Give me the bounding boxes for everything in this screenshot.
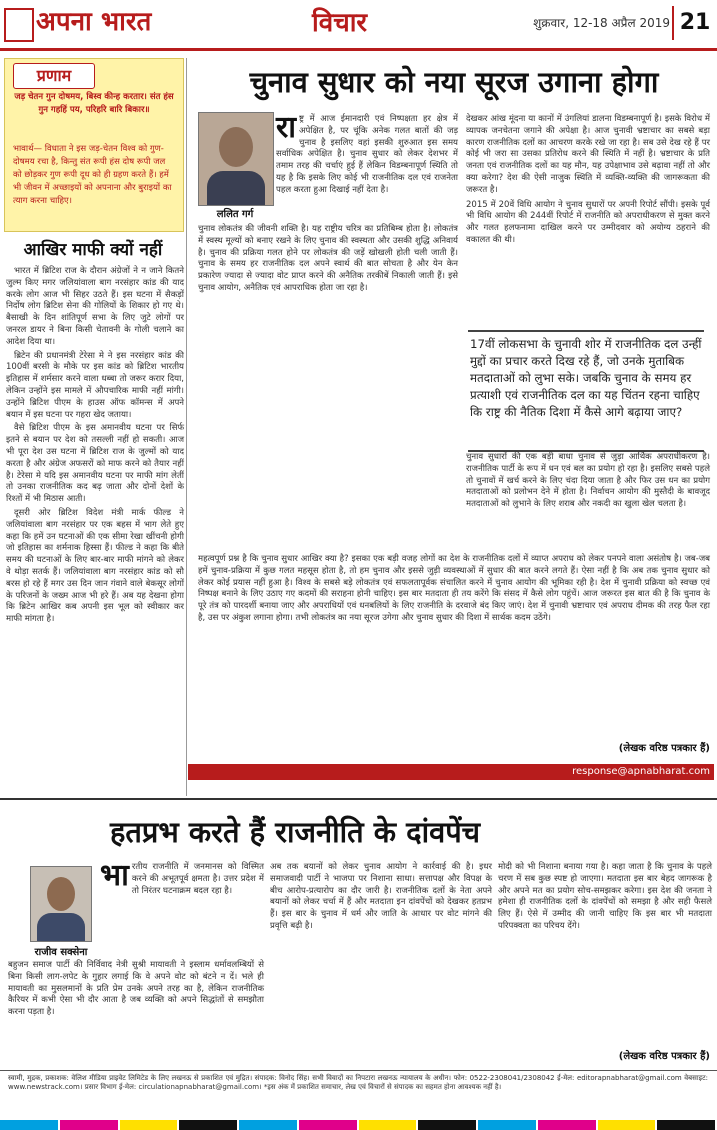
main-article-dropcap: रा: [276, 110, 297, 145]
author-body-shape: [37, 913, 85, 941]
main-article-headline: चुनाव सुधार को नया सूरज उगाना होगा: [249, 65, 659, 99]
second-article-dropcap: भा: [100, 858, 129, 893]
main-article-col3: [198, 554, 710, 628]
main-article-signoff: (लेखक वरिष्ठ पत्रकार हैं): [618, 743, 710, 754]
left-article-paragraph: वैसे ब्रिटिश पीएम के इस अमानवीय घटना पर सिर्फ इतने से बयान पर देश को तसल्ली नहीं हो सकती। आज भी पूरा देश उस घटना में ब्रिटिश राज के जुल्मों को याद करता है और अंग्रेज अफसरों को माफ करने को तैयार नहीं है। टेरेसा मे यदि इस अमानवीय घटना पर माफी मांग लेतीं तो उनका राजनीतिक कद बढ़ जाता और दोनों देशों के रिश्तों में भी मिठास आती।: [6, 423, 184, 505]
main-article-paragraph: चुनाव लोकतंत्र की जीवनी शक्ति है। यह राष्ट्रीय चरित्र का प्रतिबिम्ब होता है। लोकतंत्र में स्वस्थ मूल्यों को बनाए रखने के लिए चुनाव की स्वस्थता और उसकी शुद्धि अनिवार्य है। चुनाव की प्रक्रिया गलत होने पर लोकतंत्र की जड़ें खोखली होती चली जाती हैं। चुनाव के समय हर राजनीतिक दल अपने स्वार्थ की बात सोचता है और येन केन प्रकारेण ज्यादा से ज्यादा वोट प्राप्त करने की अनैतिक तरकीबें निकाली जाती हैं। इसे चुनाव आयोग, अनैतिक एवं आपराधिक होता जा रहा है।: [198, 224, 458, 293]
section-title: विचार: [312, 8, 368, 38]
color-swatch: [598, 1120, 656, 1130]
color-swatch: [538, 1120, 596, 1130]
second-article-byline: राजीव सक्सेना: [34, 947, 88, 958]
column-divider: [186, 58, 187, 796]
section-divider: [0, 798, 717, 800]
author-photo: [198, 112, 274, 206]
main-article-col1-text: ष्ट्र में आज ईमानदारी एवं निष्पक्षता हर क्षेत्र में अपेक्षित है, पर चूंकि अनेक गलत बातों की जड़ चुनाव है इसलिए वहां इसकी शुरुआत इस समय सर्वाधिक अपेक्षित है। चुनाव सुधार को लेकर देशभर में तमाम तरह की चर्चाएं हुई हैं लेकिन विडम्बनापूर्ण स्थिति तो यह है कि इसके लिए कोई भी राजनीतिक दल एवं राजनेता पहल करता हुआ दिखाई नहीं देता है।: [276, 114, 458, 195]
color-swatch: [418, 1120, 476, 1130]
color-swatch: [0, 1120, 58, 1130]
color-swatch: [478, 1120, 536, 1130]
color-swatch: [239, 1120, 297, 1130]
newspaper-logo: अपना भारत: [36, 7, 152, 37]
response-email-link[interactable]: response@apnabharat.com: [572, 766, 710, 777]
left-article-paragraph: भारत में ब्रिटिश राज के दौरान अंग्रेजों ने न जाने कितने जुल्म किए मगर जलियांवाला बाग नरसंहार कांड की याद करके लोग आज भी सिहर उठते हैं। इस घटना में सैकड़ों निर्दोष लोग ब्रिटिश सेना की गोलियों के शिकार हो गए थे। बैसाखी के दिन शांतिपूर्ण सभा के लिए जुटे लोगों पर जनरल डायर ने बिना किसी चेतावनी के गोली चलाने का आदेश दिया था।: [6, 266, 184, 347]
pranam-body: भावार्थ— विधाता ने इस जड़-चेतन विश्व को गुण-दोषमय रचा है, किन्तु संत रूपी हंस दोष रूपी जल को छोड़कर गुण रूपी दूध को ही ग्रहण करते हैं। हमें भी जीवन में अच्छाइयों को अपनाना और बुराइयों का त्याग करना चाहिए।: [13, 144, 172, 206]
author-face-shape: [219, 127, 253, 167]
main-article-col1: [276, 110, 458, 197]
main-article-col1b: [198, 224, 458, 298]
second-article-signoff: (लेखक वरिष्ठ पत्रकार हैं): [618, 1051, 710, 1062]
main-article-col2c: [466, 452, 710, 514]
second-article-col2: [270, 862, 492, 936]
issue-date: शुक्रवार, 12-18 अप्रैल 2019: [533, 16, 670, 30]
color-swatch: [359, 1120, 417, 1130]
left-article-body: [6, 266, 184, 628]
footer-imprint: स्वामी, मुद्रक, प्रकाशक: वेलिश मीडिया प्राइवेट लिमिटेड के लिए लखनऊ से प्रकाशित एवं मुद्रित। संपादक: विनोद सिंह। सभी विवादों का निपटारा लखनऊ न्यायालय के अधीन। फोन: 0522-2308041/2308042 ई-मेल: editorapnabharat@gmail.com वेबसाइट: www.newstrack.com। प्रसार विभाग ई-मेल: circulationapnabharat@gmail.com। *इस अंक में प्रकाशित समाचार, लेख एवं विचारों से संपादक का सहमत होना आवश्यक नहीं है।: [8, 1074, 708, 1092]
color-swatch: [120, 1120, 178, 1130]
author-body-shape: [207, 171, 265, 205]
second-article-col1-text: रतीय राजनीति में जनमानस को विस्मित करने की अभूतपूर्व क्षमता है। उत्तर प्रदेश में तो निरंतर घटनाक्रम बदल रहा है।: [131, 862, 264, 896]
color-swatch: [60, 1120, 118, 1130]
main-article-byline: ललित गर्ग: [216, 209, 254, 220]
second-article-paragraph: मोदी को भी निशाना बनाया गया है। कहा जाता है कि चुनाव के पहले चरण में सब कुछ स्पष्ट हो जाएगा। मतदाता इस बार बेहद जागरूक है और अपने मत का प्रयोग सोच-समझकर करेगा। इस देश की जनता ने हमेशा ही राजनीतिक दलों के दांवपेंचों को समझा है और सही फैसले लिए हैं। ऐसे में उम्मीद की जानी चाहिए कि इस बार भी मतदाता परिपक्वता का परिचय देंगे।: [498, 862, 712, 931]
second-article-paragraph: अब तक बयानों को लेकर चुनाव आयोग ने कार्रवाई की है। इधर समाजवादी पार्टी ने भाजपा पर निशाना साधा। सत्तापक्ष और विपक्ष के बीच आरोप-प्रत्यारोप का दौर जारी है। राजनीतिक दलों के नेता अपने बयानों को लेकर चर्चा में हैं और मतदाता इन दांवपेंचों को देखकर हतप्रभ हैं। इस बार के चुनाव में धर्म और जाति के आधार पर वोट मांगने की प्रवृत्ति बढ़ी है।: [270, 862, 492, 931]
main-article-paragraph: चुनाव सुधारों की एक बड़ी बाधा चुनाव से जुड़ा आर्थिक अपराधीकरण है। राजनीतिक पार्टी के रूप में धन एवं बल का प्रयोग हो रहा है। इसलिए सबसे पहले तो चुनावों में खर्च करने के लिए चंदा दिया जाता है और फिर उस धन का प्रयोग मतदाताओं को प्रलोभन देने में होता है। निर्वाचन आयोग की मुस्तैदी के बावजूद मतदाताओं को लुभाने के लिए शराब और नकदी का खुला खेल चलता है।: [466, 452, 710, 510]
author-face-shape: [47, 877, 75, 911]
color-swatch: [657, 1120, 715, 1130]
logo-mark-icon: [4, 8, 34, 42]
main-article-paragraph: देखकर आंख मूंदना या कानों में उंगलियां डालना विडम्बनापूर्ण है। इसके विरोध में व्यापक जनचेतना जगाने की अपेक्षा है। आज चुनावी भ्रष्टाचार का सबसे बड़ा कारण राजनीतिक दलों का आचरण करके रखे जा रहा है। सब उसे देख रहे हैं पर कोई भी जरा सा उसका प्रतिरोध करने की स्थिति में नहीं है। भ्रष्टाचार के प्रति जनता एवं राजनीतिक दलों का यह मौन, यह उपेक्षाभाव उसे बढ़ावा नहीं तो और क्या करेगा? देश की ऐसी नाजुक स्थिति में व्यक्ति-व्यक्ति की जागरूकता की जरूरत है।: [466, 114, 710, 195]
main-article-paragraph: महत्वपूर्ण प्रश्न है कि चुनाव सुधार आखिर क्या है? इसका एक बड़ी वजह लोगों का देश के राजनीतिक दलों में व्याप्त अपराध को लेकर पनपने वाला असंतोष है। जब-जब हमें चुनाव-प्रक्रिया में कुछ गलत महसूस होता है, तो हम चुनाव और इससे जुड़ी व्यवस्थाओं में सुधार की बात करने लगते हैं। ऐसा नहीं है कि अब तक चुनाव सुधार को लेकर कोई प्रयास नहीं हुआ है। विश्व के सबसे बड़े लोकतंत्र एवं सफलतापूर्वक संचालित करने में चुनाव आयोग की भूमिका रही है। देश में चुनावी प्रक्रिया को स्वच्छ एवं निष्पक्ष बनाने के लिए उठाए गए कदमों की सराहना होनी चाहिए। इस बार मतदाता ही तय करेंगे कि संसद में कैसे लोग पहुंचें। आज जरूरत इस बात की है कि चुनाव के पूरे तंत्र को पारदर्शी बनाया जाए और अपराधियों एवं धनबलियों के लिए राजनीति के दरवाजे बंद किए जाएं। देश में चुनावी भ्रष्टाचार एवं अपराध दीमक की तरह फैल रहा है, उस पर अंकुश लगाना होगा। तभी लोकतंत्र का नया सूरज उगेगा और चुनाव सुधार की दिशा में सार्थक कदम उठेंगे।: [198, 554, 710, 623]
second-article-col1: [100, 858, 264, 897]
page-number: 21: [672, 6, 716, 40]
main-article-paragraph: 2015 में 20वें विधि आयोग ने चुनाव सुधारों पर अपनी रिपोर्ट सौंपी। इसके पूर्व भी विधि आयोग की 244वीं रिपोर्ट में राजनीति को अपराधीकरण से मुक्त करने और गलत हलफनामा दाखिल करने पर उम्मीदवार को अयोग्य ठहराने की वकालत की थी।: [466, 199, 710, 245]
second-article-col1b: [8, 960, 264, 1022]
color-swatch: [179, 1120, 237, 1130]
pranam-title: प्रणाम: [13, 63, 95, 89]
second-article-col3: [498, 862, 712, 936]
left-article-title: आखिर माफी क्यों नहीं: [23, 240, 163, 260]
author-photo: [30, 866, 92, 942]
pull-quote: 17वीं लोकसभा के चुनावी शोर में राजनीतिक दल उन्हीं मुद्दों का प्रचार करते दिख रहे हैं, जो उनके मुताबिक मतदाताओं को लुभा सके। जबकि चुनाव के समय हर प्रत्याशी एवं राजनीतिक दल का यह चिंतन रहना चाहिए कि राष्ट्र की नैतिक दिशा में कैसे आगे बढ़ाया जाए?: [468, 330, 704, 452]
color-swatch: [299, 1120, 357, 1130]
second-article-headline: हतप्रभ करते हैं राजनीति के दांवपेंच: [110, 815, 481, 849]
pranam-box: [4, 58, 184, 232]
second-article-paragraph: बहुजन समाज पार्टी की निर्विवाद नेत्री सुश्री मायावती ने इस्लाम धर्मावलम्बियों से बिना किसी लाग-लपेट के गुहार लगाई कि वे अपने वोट को बंटने न दें। भले ही मायावती का मुसलमानों के प्रति प्रेम उनके अपने तरह का है, लेकिन राजनीतिक कैरियर में कभी ऐसा भी दौर आता है जब व्यक्ति को अपने सिद्धांतों से समझौता करना पड़ता है।: [8, 960, 264, 1018]
left-article-paragraph: ब्रिटेन की प्रधानमंत्री टेरेसा मे ने इस नरसंहार कांड की 100वीं बरसी के मौके पर इस कांड को ब्रिटिश भारतीय इतिहास में शर्मसार करने वाला धब्बा तो जरूर करार दिया, लेकिन उन्होंने इस मामले में औपचारिक माफी नहीं मांगी। उन्होंने ब्रिटिश पीएम के हाउस ऑफ कॉमन्स में अपने बयान में इस घटना पर गहरा खेद जताया।: [6, 350, 184, 420]
pranam-verse: जड़ चेतन गुन दोषमय, बिस्व कीन्ह करतार। संत हंस गुन गहहिं पय, परिहरि बारि बिकार॥: [14, 92, 174, 115]
main-article-col2: [466, 114, 710, 250]
left-article-paragraph: दूसरी ओर ब्रिटिश विदेश मंत्री मार्क फील्ड ने जलियांवाला बाग नरसंहार पर एक बहस में भाग लेते हुए कहा कि हमें उन घटनाओं की एक सीमा रेखा खींचनी होगी जो इतिहास का शर्मनाक हिस्सा हैं। फील्ड ने कहा कि बीते समय की घटनाओं के लिए बार-बार माफी मांगने को लेकर वे थोड़ा सतर्क हैं। जलियांवाला बाग नरसंहार कांड को सौ बरस हो रहे हैं मगर उस दिन जान गंवाने वाले बेकसूर लोगों के परिजनों के जख्म आज भी हरे हैं। अब यह देखना होगा कि ब्रिटेन आखिर कब अपनी इस भूल को स्वीकार कर माफी मांगता है।: [6, 507, 184, 625]
